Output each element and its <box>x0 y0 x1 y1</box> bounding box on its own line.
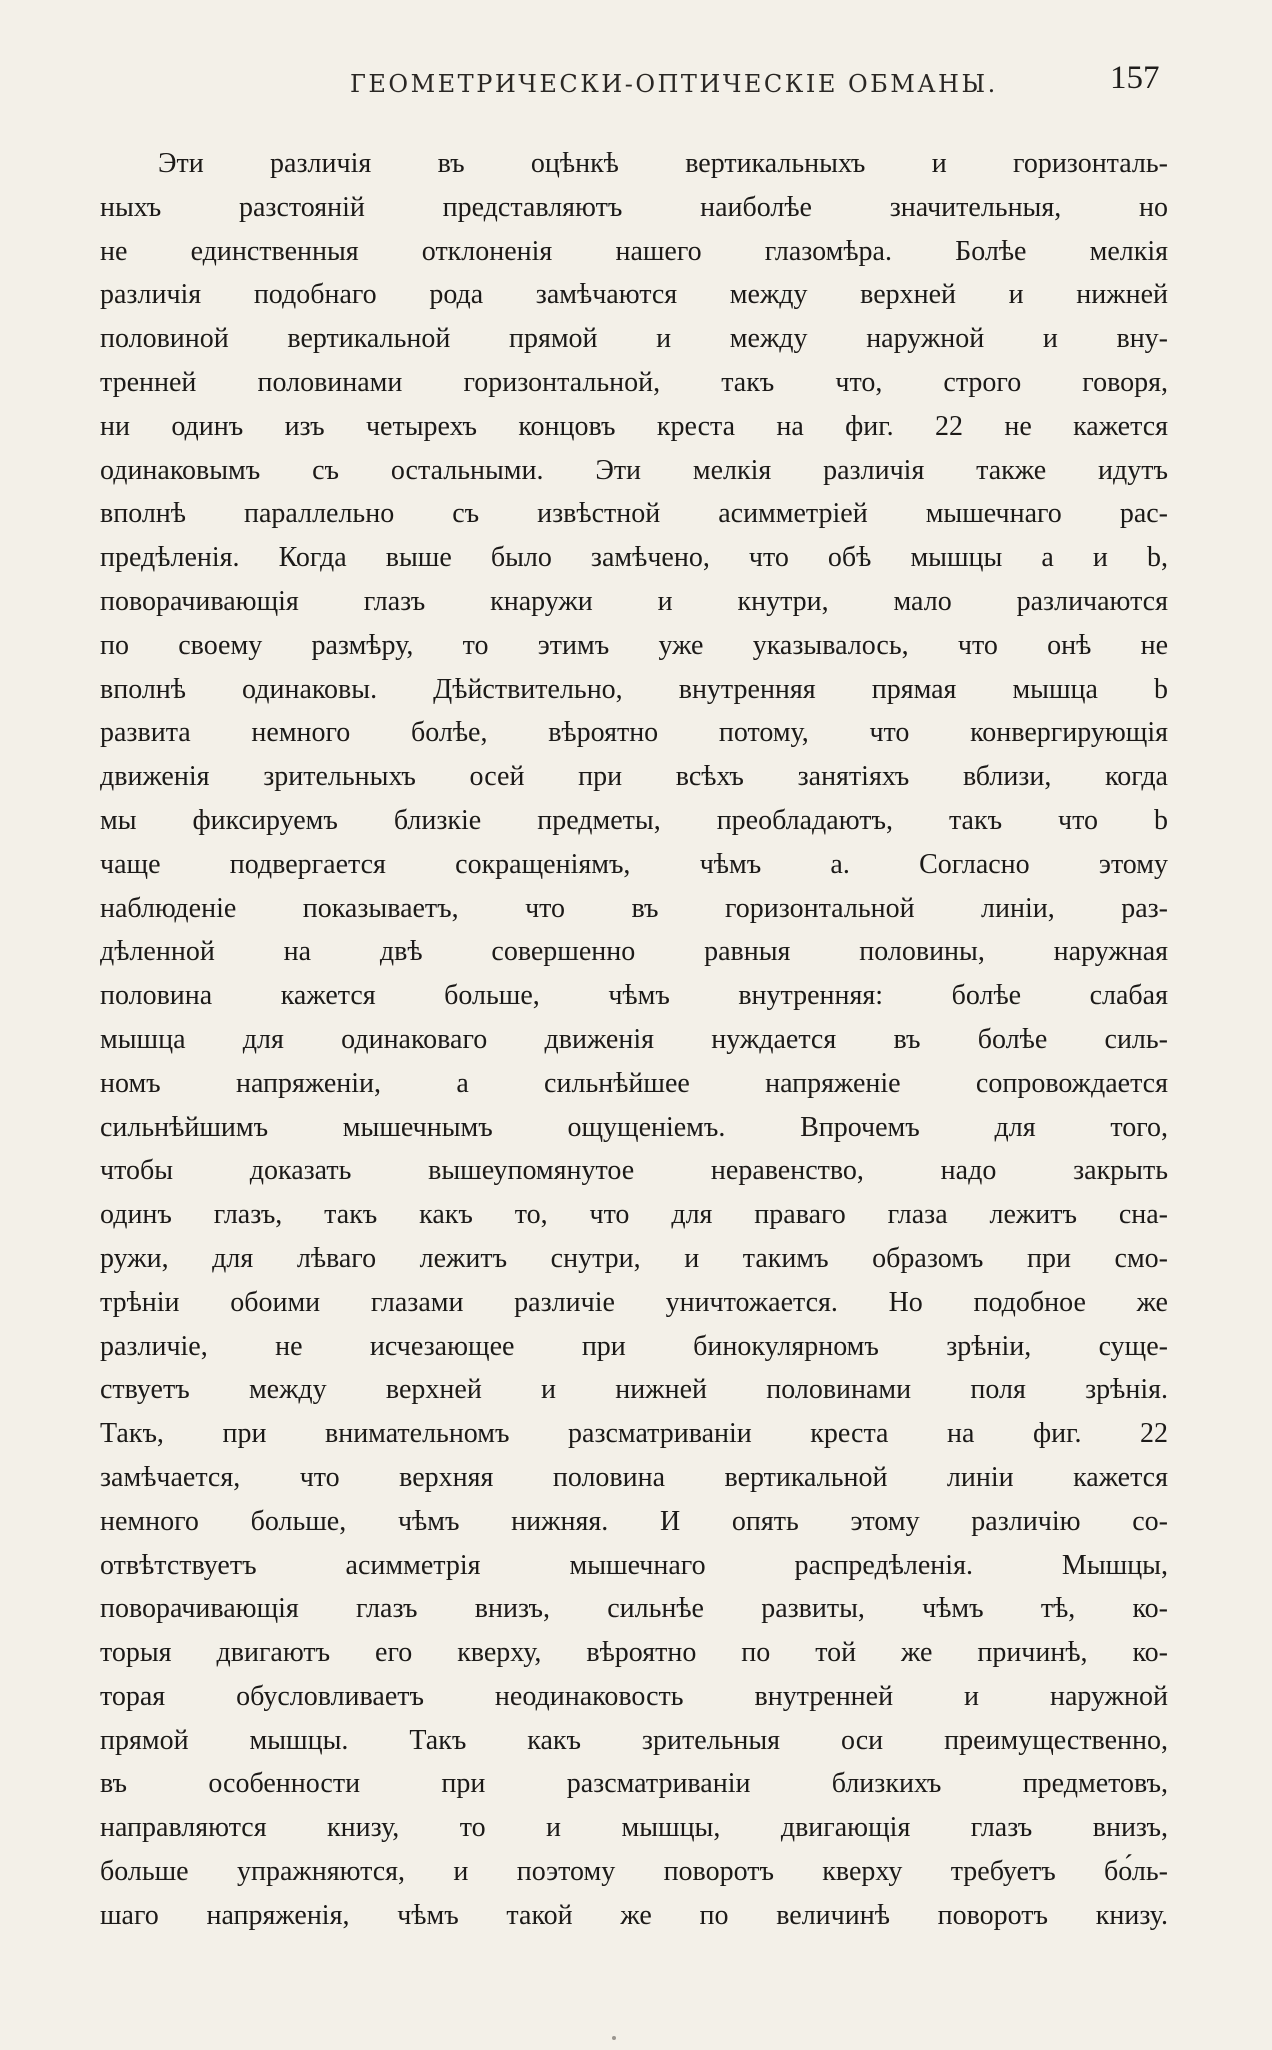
text-line: половина кажется больше, чѣмъ внутренняя: болѣе слабая <box>100 980 1168 1012</box>
page-number: 157 <box>1110 60 1160 96</box>
text-line: поворачивающія глазъ кнаружи и кнутри, мало различаются <box>100 585 1168 617</box>
text-line: одинаковымъ съ остальными. Эти мелкія различія также идутъ <box>100 454 1168 486</box>
text-line: мы фиксируемъ близкіе предметы, преобладаютъ, такъ что b <box>100 804 1168 836</box>
text-line: прямой мышцы. Такъ какъ зрительныя оси преимущественно, <box>100 1724 1168 1756</box>
text-line: тренней половинами горизонтальной, такъ что, строго говоря, <box>100 366 1168 398</box>
text-line: вполнѣ параллельно съ извѣстной асимметріей мышечнаго рас- <box>100 498 1168 530</box>
text-line: ни одинъ изъ четырехъ концовъ креста на фиг. 22 не кажется <box>100 410 1168 442</box>
text-line: сильнѣйшимъ мышечнымъ ощущеніемъ. Впрочемъ для того, <box>100 1111 1168 1143</box>
text-line: Эти различія въ оцѣнкѣ вертикальныхъ и горизонталь- <box>158 148 1168 179</box>
text-line: не единственныя отклоненія нашего глазомѣра. Болѣе мелкія <box>100 235 1168 267</box>
text-line: дѣленной на двѣ совершенно равныя половины, наружная <box>100 936 1168 968</box>
text-line: поворачивающія глазъ внизъ, сильнѣе развиты, чѣмъ тѣ, ко- <box>100 1593 1168 1625</box>
text-line: шаго напряженія, чѣмъ такой же по величинѣ поворотъ книзу. <box>100 1899 1168 1931</box>
text-line: по своему размѣру, то этимъ уже указывалось, что онѣ не <box>100 629 1168 661</box>
text-line: въ особенности при разсматриваніи близкихъ предметовъ, <box>100 1768 1168 1800</box>
text-line: трѣніи обоими глазами различіе уничтожается. Но подобное же <box>100 1286 1168 1318</box>
text-line: предѣленія. Когда выше было замѣчено, что обѣ мышцы a и b, <box>100 542 1168 574</box>
page-header <box>0 58 1272 98</box>
text-line: различіе, не исчезающее при бинокулярномъ зрѣніи, суще- <box>100 1330 1168 1362</box>
text-line: ныхъ разстояній представляютъ наиболѣе значительныя, но <box>100 191 1168 223</box>
text-line: больше упражняются, и поэтому поворотъ кверху требуетъ бо́ль- <box>100 1856 1168 1888</box>
text-line: ствуетъ между верхней и нижней половинами поля зрѣнія. <box>100 1374 1168 1406</box>
running-title: ГЕОМЕТРИЧЕСКИ-ОПТИЧЕСКІЕ ОБМАНЫ. <box>350 70 998 98</box>
text-line: отвѣтствуетъ асимметрія мышечнаго распредѣленія. Мышцы, <box>100 1549 1168 1581</box>
text-line: торыя двигаютъ его кверху, вѣроятно по той же причинѣ, ко- <box>100 1637 1168 1669</box>
text-line: ружи, для лѣваго лежитъ снутри, и такимъ образомъ при смо- <box>100 1242 1168 1274</box>
text-line: направляются книзу, то и мышцы, двигающія глазъ внизъ, <box>100 1812 1168 1844</box>
text-line: чтобы доказать вышеупомянутое неравенство, надо закрыть <box>100 1155 1168 1187</box>
text-line: различія подобнаго рода замѣчаются между верхней и нижней <box>100 279 1168 311</box>
text-line: замѣчается, что верхняя половина вертикальной линіи кажется <box>100 1461 1168 1493</box>
body-text <box>100 142 1168 1938</box>
text-line: мышца для одинаковаго движенія нуждается въ болѣе силь- <box>100 1023 1168 1055</box>
text-line: немного больше, чѣмъ нижняя. И опять этому различію со- <box>100 1505 1168 1537</box>
text-line: наблюденіе показываетъ, что въ горизонтальной линіи, раз- <box>100 892 1168 924</box>
text-line: одинъ глазъ, такъ какъ то, что для праваго глаза лежитъ сна- <box>100 1199 1168 1231</box>
text-line: торая обусловливаетъ неодинаковость внутренней и наружной <box>100 1680 1168 1712</box>
text-line: вполнѣ одинаковы. Дѣйствительно, внутренняя прямая мышца b <box>100 673 1168 705</box>
text-line: чаще подвергается сокращеніямъ, чѣмъ a. Согласно этому <box>100 848 1168 880</box>
paper-speck <box>612 2036 616 2040</box>
text-line: движенія зрительныхъ осей при всѣхъ занятіяхъ вблизи, когда <box>100 761 1168 793</box>
text-line: развита немного болѣе, вѣроятно потому, что конвергирующія <box>100 717 1168 749</box>
text-line: номъ напряженіи, а сильнѣйшее напряженіе сопровождается <box>100 1067 1168 1099</box>
text-line: Такъ, при внимательномъ разсматриваніи креста на фиг. 22 <box>100 1418 1168 1450</box>
text-line: половиной вертикальной прямой и между наружной и вну- <box>100 323 1168 355</box>
